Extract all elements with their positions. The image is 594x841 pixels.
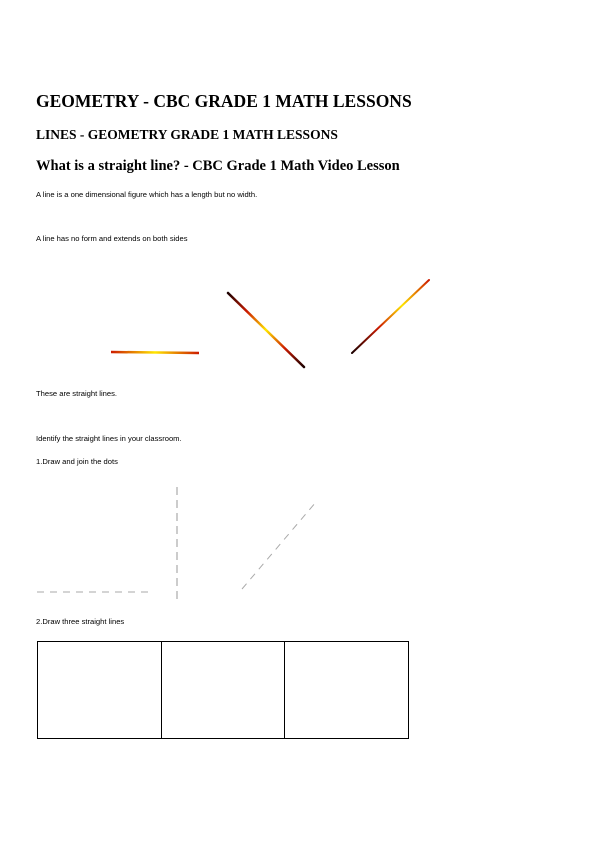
extends-text: A line has no form and extends on both sides bbox=[36, 234, 188, 243]
lesson-heading: What is a straight line? - CBC Grade 1 Math Video Lesson bbox=[36, 158, 400, 174]
drawing-box-1[interactable] bbox=[38, 642, 162, 738]
page-title: GEOMETRY - CBC GRADE 1 MATH LESSONS bbox=[36, 91, 412, 111]
these-are-text: These are straight lines. bbox=[36, 389, 118, 398]
diagonal-line-up bbox=[352, 280, 429, 353]
drawing-box-2[interactable] bbox=[162, 642, 286, 738]
drawing-box-3[interactable] bbox=[285, 642, 408, 738]
identify-text: Identify the straight lines in your classroom. bbox=[36, 434, 182, 443]
section-heading: LINES - GEOMETRY GRADE 1 MATH LESSONS bbox=[36, 127, 338, 142]
horizontal-line bbox=[111, 352, 199, 353]
diagonal-line-down bbox=[228, 293, 304, 367]
exercise-1-label: 1.Draw and join the dots bbox=[36, 457, 118, 466]
dotted-diagonal-line bbox=[242, 502, 316, 589]
definition-text: A line is a one dimensional figure which has a length but no width. bbox=[36, 190, 258, 199]
drawing-boxes bbox=[37, 641, 409, 739]
exercise-2-label: 2.Draw three straight lines bbox=[36, 617, 125, 626]
